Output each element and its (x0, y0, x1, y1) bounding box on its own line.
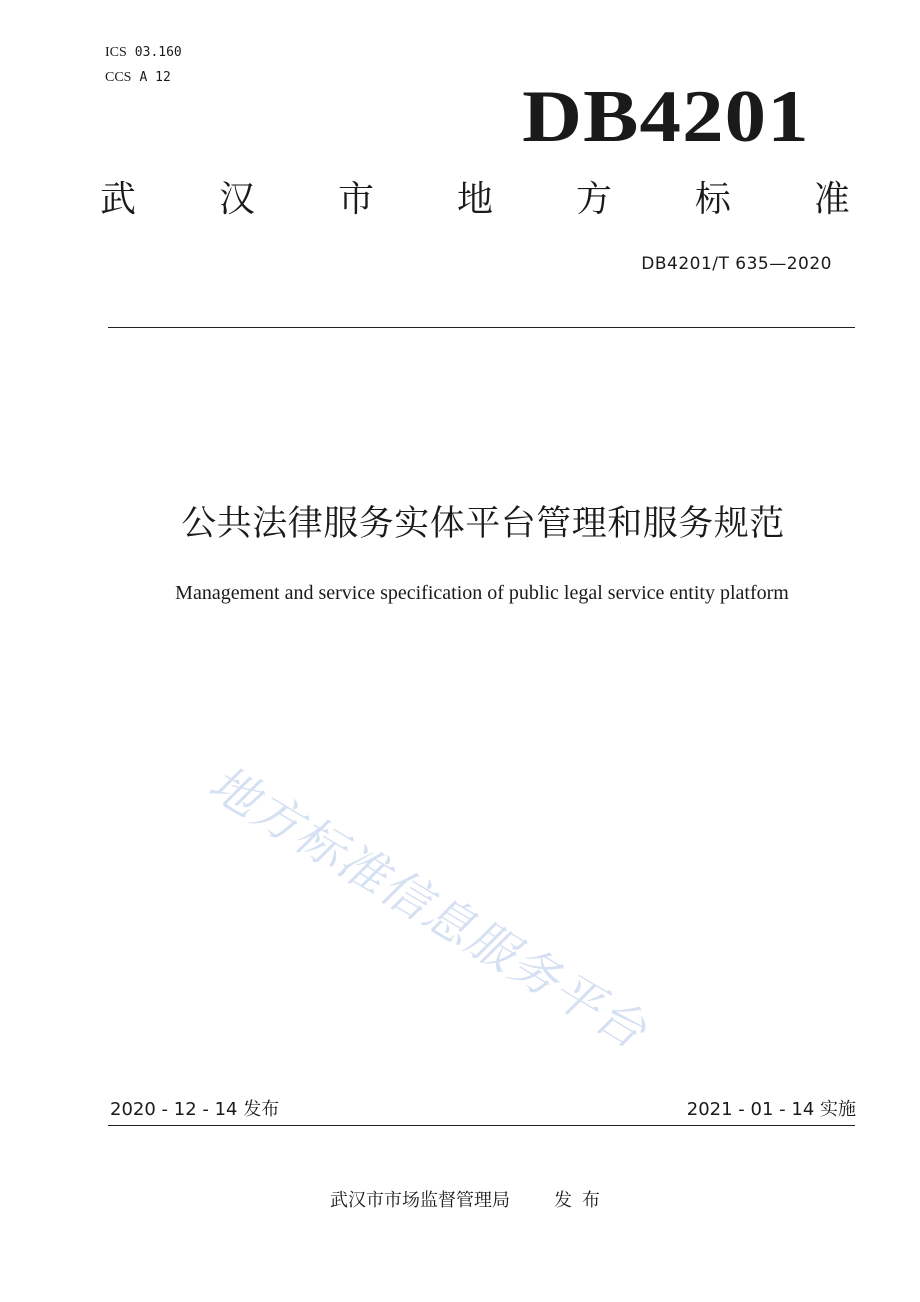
publish-action: 发布 (554, 1190, 610, 1211)
ics-label: ICS (105, 45, 127, 60)
category-char: 准 (813, 179, 850, 220)
category-char: 汉 (218, 179, 255, 220)
issue-date: 2020 - 12 - 14 发布 (110, 1099, 280, 1120)
standard-logo: DB4201 (522, 76, 810, 158)
document-title-english: Management and service specification of public legal service entity platform (175, 582, 789, 604)
category-char: 标 (694, 179, 731, 220)
category-char: 市 (337, 179, 374, 220)
ccs-value: A 12 (139, 70, 171, 85)
watermark: 地方标准信息服务平台 (199, 755, 657, 1061)
header-divider (108, 327, 855, 328)
category-char: 地 (456, 179, 493, 220)
standard-number: DB4201/T 635—2020 (641, 254, 832, 274)
implementation-date: 2021 - 01 - 14 实施 (686, 1099, 856, 1120)
ics-code (105, 44, 182, 62)
standard-category (100, 178, 850, 222)
ccs-label: CCS (105, 70, 132, 85)
publisher-line (0, 1188, 920, 1214)
ccs-code (105, 69, 171, 87)
category-char: 武 (100, 179, 137, 220)
publisher-name: 武汉市市场监督管理局 (330, 1190, 510, 1211)
footer-divider (108, 1125, 855, 1126)
category-char: 方 (575, 179, 612, 220)
ics-value: 03.160 (134, 45, 182, 60)
document-title-chinese: 公共法律服务实体平台管理和服务规范 (181, 504, 785, 544)
